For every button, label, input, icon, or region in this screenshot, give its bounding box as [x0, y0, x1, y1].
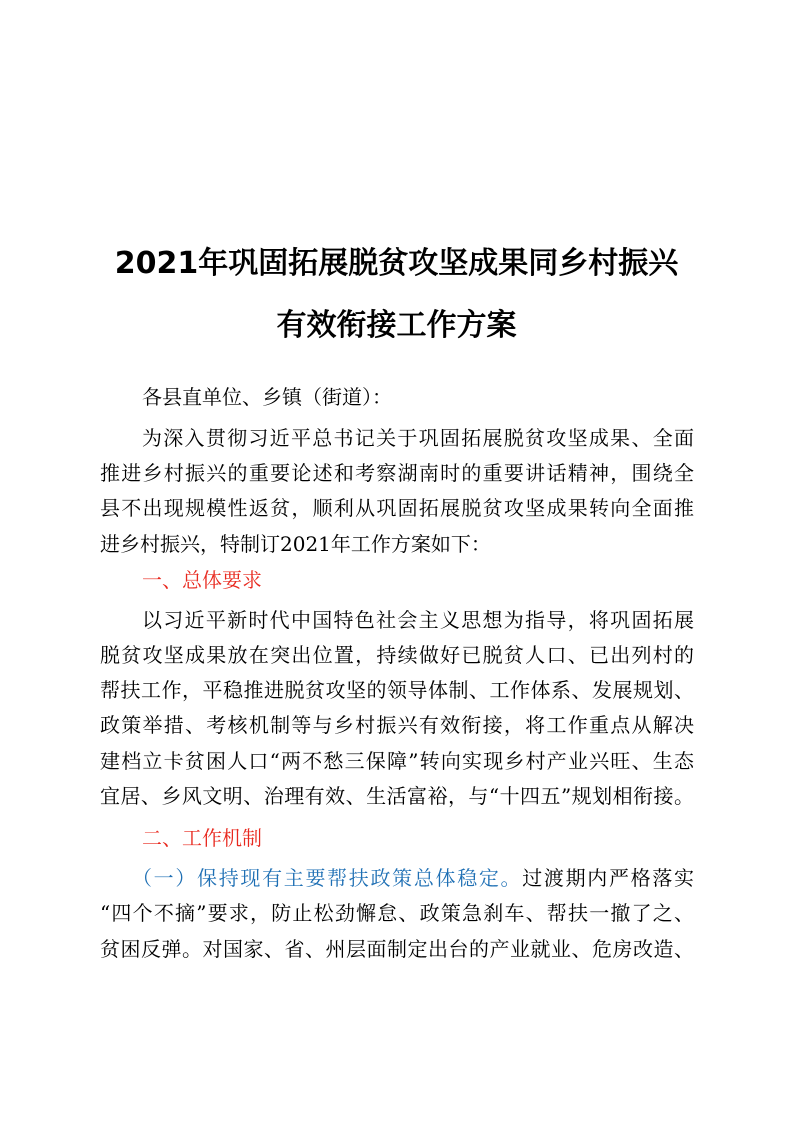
document-title-line-2: 有效衔接工作方案: [276, 308, 517, 343]
intro-line-2: 推进乡村振兴的重要论述和考察湖南时的重要讲话精神，围绕全: [100, 461, 694, 485]
subsection-1-text: 过渡期内严格落实: [522, 866, 695, 890]
intro-line-1: 为深入贯彻习近平总书记关于巩固拓展脱贫攻坚成果、全面: [142, 426, 694, 450]
section-1-line-2: 脱贫攻坚成果放在突出位置，持续做好已脱贫人口、已出列村的: [100, 643, 694, 667]
section-1-line-4: 政策举措、考核机制等与乡村振兴有效衔接，将工作重点从解决: [100, 713, 694, 737]
intro-line-4: 进乡村振兴，特制订2021年工作方案如下：: [100, 532, 491, 556]
subsection-1-label: （一）保持现有主要帮扶政策总体稳定。: [132, 866, 523, 890]
section-2-subsection-1: [100, 861, 694, 896]
salutation: 各县直单位、乡镇（街道）：: [142, 385, 392, 409]
section-2-line-2: “四个不摘”要求，防止松劲懈怠、政策急刹车、帮扶一撤了之、: [100, 901, 694, 925]
intro-line-3: 县不出现规模性返贫，顺利从巩固拓展脱贫攻坚成果转向全面推: [100, 496, 694, 520]
section-2-line-3: 贫困反弹。对国家、省、州层面制定出台的产业就业、危房改造、: [100, 937, 694, 961]
section-1-heading: 一、总体要求: [142, 568, 262, 592]
section-2-heading: 二、工作机制: [142, 826, 262, 850]
section-1-line-6: 宜居、乡风文明、治理有效、生活富裕，与“十四五”规划相衔接。: [100, 784, 694, 808]
section-1-line-1: 以习近平新时代中国特色社会主义思想为指导，将巩固拓展: [142, 608, 694, 632]
document-title-line-1: 2021年巩固拓展脱贫攻坚成果同乡村振兴: [114, 246, 679, 281]
section-1-line-3: 帮扶工作，平稳推进脱贫攻坚的领导体制、工作体系、发展规划、: [100, 678, 694, 702]
section-1-line-5: 建档立卡贫困人口“两不愁三保障”转向实现乡村产业兴旺、生态: [100, 749, 694, 773]
